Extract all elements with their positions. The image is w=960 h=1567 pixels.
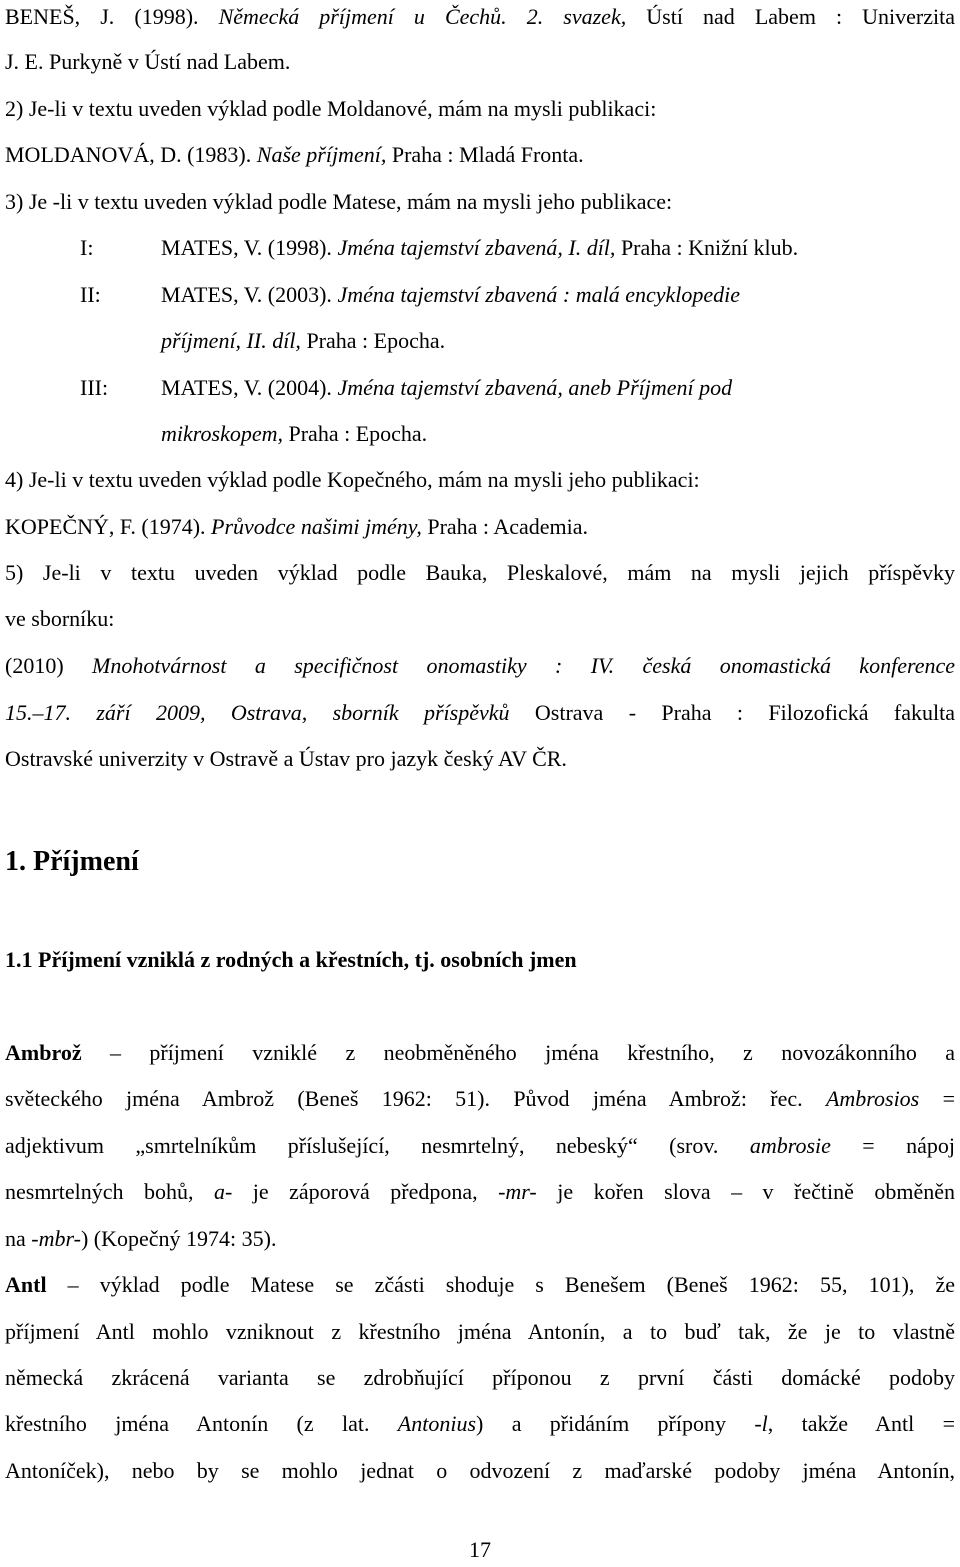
page-number: 17 (469, 1537, 491, 1562)
bib-line: J. E. Purkyně v Ústí nad Labem. (5, 49, 291, 74)
chapter-heading: 1. Příjmení (5, 846, 139, 877)
entry-line: Antoníček), nebo by se mohlo jednat o odvození z maďarské podoby jména Antonín, (5, 1458, 955, 1483)
bib-line: mikroskopem, Praha : Epocha. (161, 421, 428, 446)
bib-line: 3) Je -li v textu uveden výklad podle Matese, mám na mysli jeho publikace: (5, 189, 673, 214)
bib-line: KOPEČNÝ, F. (1974). Průvodce našimi jmény, Praha : Academia. (5, 514, 588, 539)
entry-line: Antl – výklad podle Matese se zčásti shoduje s Benešem (Beneš 1962: 55, 101), že (5, 1272, 955, 1297)
bib-line: (2010) Mnohotvárnost a specifičnost onomastiky : IV. česká onomastická konference (5, 653, 955, 678)
entry-line: na -mbr-) (Kopečný 1974: 35). (5, 1226, 277, 1251)
bib-line: 4) Je-li v textu uveden výklad podle Kopečného, mám na mysli jeho publikaci: (5, 467, 700, 492)
entry-line: nesmrtelných bohů, a- je záporová předpona, -mr- je kořen slova – v řečtině obměněn (5, 1179, 955, 1204)
list-label: III: (80, 375, 109, 400)
bib-line: MATES, V. (1998). Jména tajemství zbavená, I. díl, Praha : Knižní klub. (161, 235, 799, 260)
list-label: II: (80, 282, 101, 307)
bib-line: MOLDANOVÁ, D. (1983). Naše příjmení, Praha : Mladá Fronta. (5, 142, 584, 167)
bib-line: 2) Je-li v textu uveden výklad podle Moldanové, mám na mysli publikaci: (5, 96, 657, 121)
bib-line: BENEŠ, J. (1998). Německá příjmení u Čechů. 2. svazek, Ústí nad Labem : Univerzita (5, 4, 956, 29)
entry-line: Ambrož – příjmení vzniklé z neobměněného jména křestního, z novozákonního a (5, 1040, 955, 1065)
bib-line: 5) Je-li v textu uveden výklad podle Bauka, Pleskalové, mám na mysli jejich příspěvky (5, 560, 955, 585)
entry-line: adjektivum „smrtelníkům příslušející, nesmrtelný, nebeský“ (srov. ambrosie = nápoj (5, 1133, 955, 1158)
bib-line: 15.–17. září 2009, Ostrava, sborník příspěvků Ostrava - Praha : Filozofická fakulta (5, 700, 955, 725)
entry-line: německá zkrácená varianta se zdrobňující příponou z první části domácké podoby (5, 1365, 955, 1390)
bib-line: příjmení, II. díl, Praha : Epocha. (161, 328, 446, 353)
entry-line: křestního jména Antonín (z lat. Antonius) a přidáním přípony -l, takže Antl = (5, 1411, 955, 1436)
bib-line: MATES, V. (2004). Jména tajemství zbavená, aneb Příjmení pod (161, 375, 733, 400)
entry-line: světeckého jména Ambrož (Beneš 1962: 51). Původ jména Ambrož: řec. Ambrosios = (5, 1086, 955, 1111)
bib-line: Ostravské univerzity v Ostravě a Ústav pro jazyk český AV ČR. (5, 746, 567, 771)
bib-line: MATES, V. (2003). Jména tajemství zbavená : malá encyklopedie (161, 282, 741, 307)
list-label: I: (80, 235, 94, 260)
entry-line: příjmení Antl mohlo vzniknout z křestního jména Antonín, a to buď tak, že je to vlastně (5, 1319, 955, 1344)
bib-line: ve sborníku: (5, 606, 115, 631)
section-heading: 1.1 Příjmení vzniklá z rodných a křestních, tj. osobních jmen (5, 947, 577, 972)
